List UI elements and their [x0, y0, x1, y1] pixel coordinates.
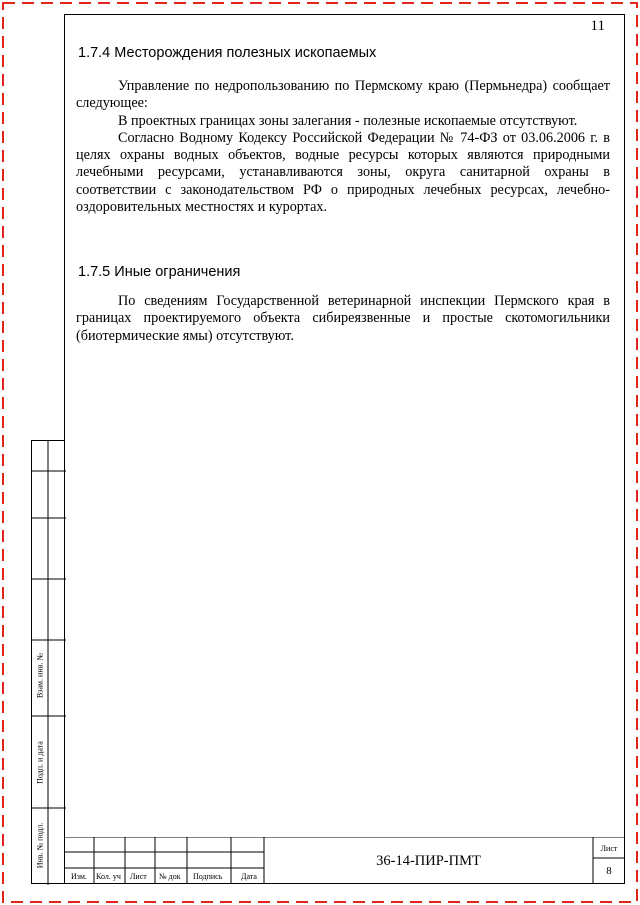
document-code: 36-14-ПИР-ПМТ — [376, 853, 481, 869]
stamp-col-izm: Изм. — [71, 872, 87, 881]
side-stamp-strip — [31, 440, 65, 884]
paragraph: Управление по недропользованию по Пермскому краю (Пермьнедра) сообщает следующее: — [76, 78, 610, 112]
stamp-col-list: Лист — [130, 872, 147, 881]
sheet-number: 8 — [606, 865, 612, 877]
paragraph: В проектных границах зоны залегания - полезные ископаемые отсутствуют. — [118, 112, 578, 129]
paragraph: Согласно Водному Кодексу Российской Федерации № 74-ФЗ от 03.06.2006 г. в целях охраны водных объектов, водные ресурсы которых являются природными лечебными ресурсами, устанавливаются зоны, округа санитарной охраны в соответствии с законодательством РФ о природных лечебных ресурсах, лечебно-оздоровительных местностях и курортах. — [76, 129, 610, 216]
stamp-col-kol: Кол. уч — [96, 872, 121, 881]
side-field-inv: Инв. № подл. — [35, 822, 45, 869]
section-heading-1-7-4: 1.7.4 Месторождения полезных ископаемых — [78, 45, 377, 61]
paragraph: По сведениям Государственной ветеринарной инспекции Пермского края в границах проектируемого объекта сибиреязвенные и простые скотомогильники (биотермические ямы) отсутствуют. — [76, 293, 610, 344]
page-frame — [64, 14, 625, 884]
stamp-col-podpis: Подпись — [193, 872, 223, 881]
stamp-col-ndok: № док — [159, 872, 181, 881]
side-field-podp: Подп. и дата — [35, 741, 45, 784]
section-1-7-5-body — [76, 293, 610, 345]
page-number: 11 — [590, 18, 605, 34]
section-1-7-4-body — [76, 78, 610, 216]
title-block — [64, 837, 625, 884]
section-heading-1-7-5: 1.7.5 Иные ограничения — [78, 264, 241, 280]
side-field-vzam: Взам. инв. № — [35, 652, 45, 699]
sheet-label: Лист — [600, 844, 618, 853]
stamp-col-data: Дата — [241, 872, 257, 881]
